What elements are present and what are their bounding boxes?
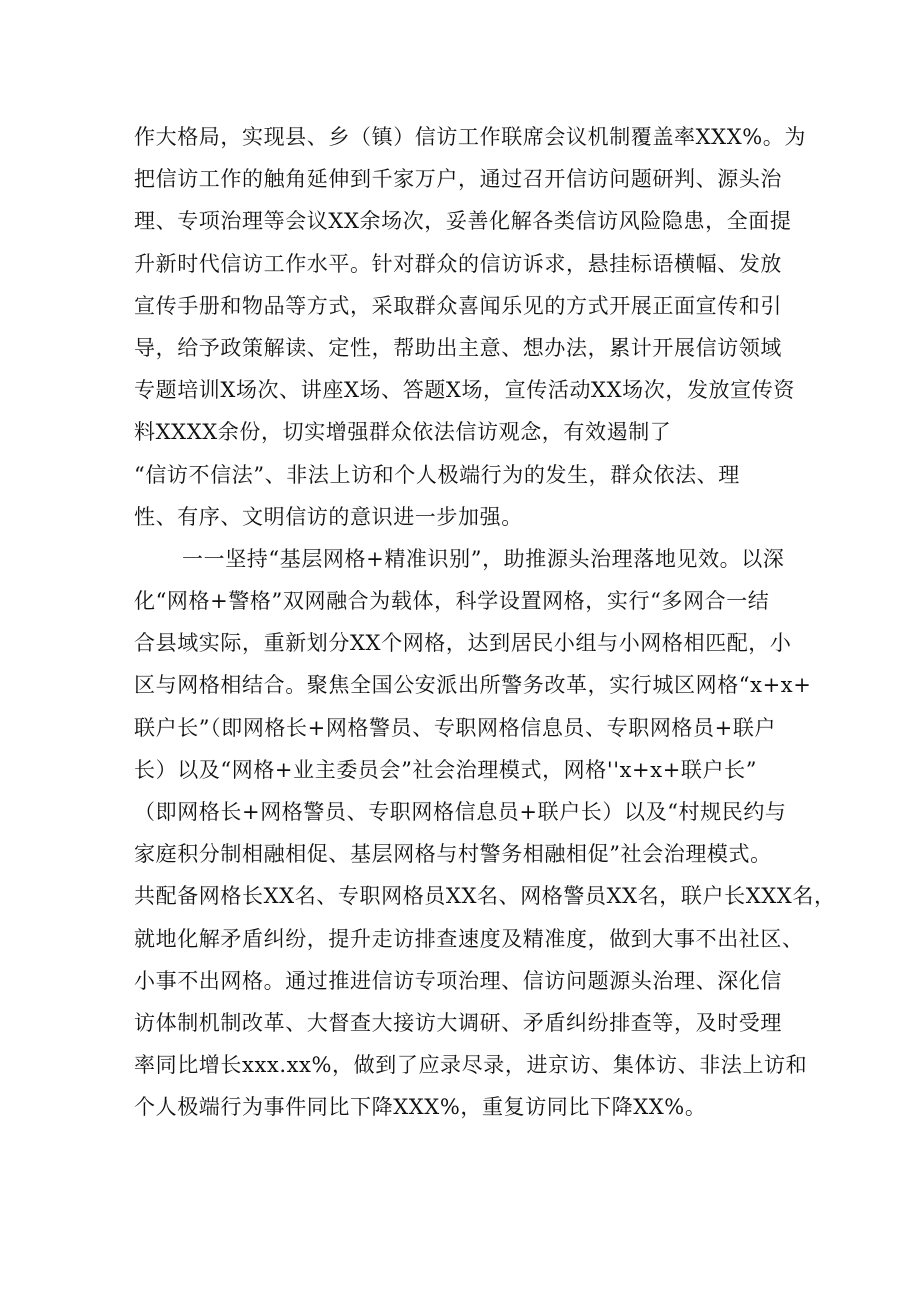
text-line: 专题培训X场次、讲座X场、答题X场，宣传活动XX场次，发放宣传资 (134, 378, 795, 403)
text-line: 导，给予政策解读、定性，帮助出主意、想办法，累计开展信访领域 (134, 335, 782, 360)
text-line: 升新时代信访工作水平。针对群众的信访诉求，悬挂标语横幅、发放 (134, 251, 782, 276)
text-line: 率同比增长xxx.xx%，做到了应录尽录，进京访、集体访、非法上访和 (134, 1053, 808, 1078)
text-line: 共配备网格长XX名、专职网格员XX名、网格警员XX名，联户长XXX名， (134, 884, 836, 909)
text-line: 联户长”（即网格长+网格警员、专职网格信息员、专职网格员+联户 (134, 715, 777, 740)
text-line: 个人极端行为事件同比下降XXX%，重复访同比下降XX%。 (134, 1095, 707, 1120)
text-line: 合县域实际，重新划分XX个网格，达到居民小组与小网格相匹配，小 (134, 631, 792, 656)
text-line: 就地化解矛盾纠纷，提升走访排查速度及精准度，做到大事不出社区、 (134, 926, 804, 951)
paragraph-heading-line: 一一坚持“基层网格+精准识别”，助推源头治理落地见效。以深 (182, 546, 785, 571)
text-line: （即网格长+网格警员、专职网格信息员+联户长）以及“村规民约与 (134, 800, 787, 824)
text-line: 作大格局，实现县、乡（镇）信访工作联席会议机制覆盖率XXX%。为 (134, 125, 807, 149)
text-line: 家庭积分制相融相促、基层网格与村警务相融相促”社会治理模式。 (134, 842, 772, 867)
body-text (134, 116, 836, 1129)
text-line: 区与网格相结合。聚焦全国公安派出所警务改革，实行城区网格“x+x+ (134, 673, 812, 698)
text-line: 理、专项治理等会议XX余场次，妥善化解各类信访风险隐患，全面提 (134, 209, 792, 234)
text-line: 长）以及“网格+业主委员会”社会治理模式，网格''x+x+联户长” (134, 757, 758, 782)
text-line: 化“网格+警格”双网融合为载体，科学设置网格，实行“多网合一结 (134, 589, 770, 614)
text-line: 性、有序、文明信访的意识进一步加强。 (134, 504, 523, 529)
text-line: 宣传手册和物品等方式，采取群众喜闻乐见的方式开展正面宣传和引 (134, 293, 782, 318)
text-line: 把信访工作的触角延伸到千家万户，通过召开信访问题研判、源头治 (134, 167, 782, 192)
text-line: “信访不信法”、非法上访和个人极端行为的发生，群众依法、理 (134, 462, 740, 487)
text-line: 访体制机制改革、大督查大接访大调研、矛盾纠纷排查等，及时受理 (134, 1010, 782, 1035)
text-line: 料XXXX余份，切实增强群众依法信访观念，有效遏制了 (134, 420, 672, 445)
text-line: 小事不出网格。通过推进信访专项治理、信访问题源头治理、深化信 (134, 968, 782, 993)
